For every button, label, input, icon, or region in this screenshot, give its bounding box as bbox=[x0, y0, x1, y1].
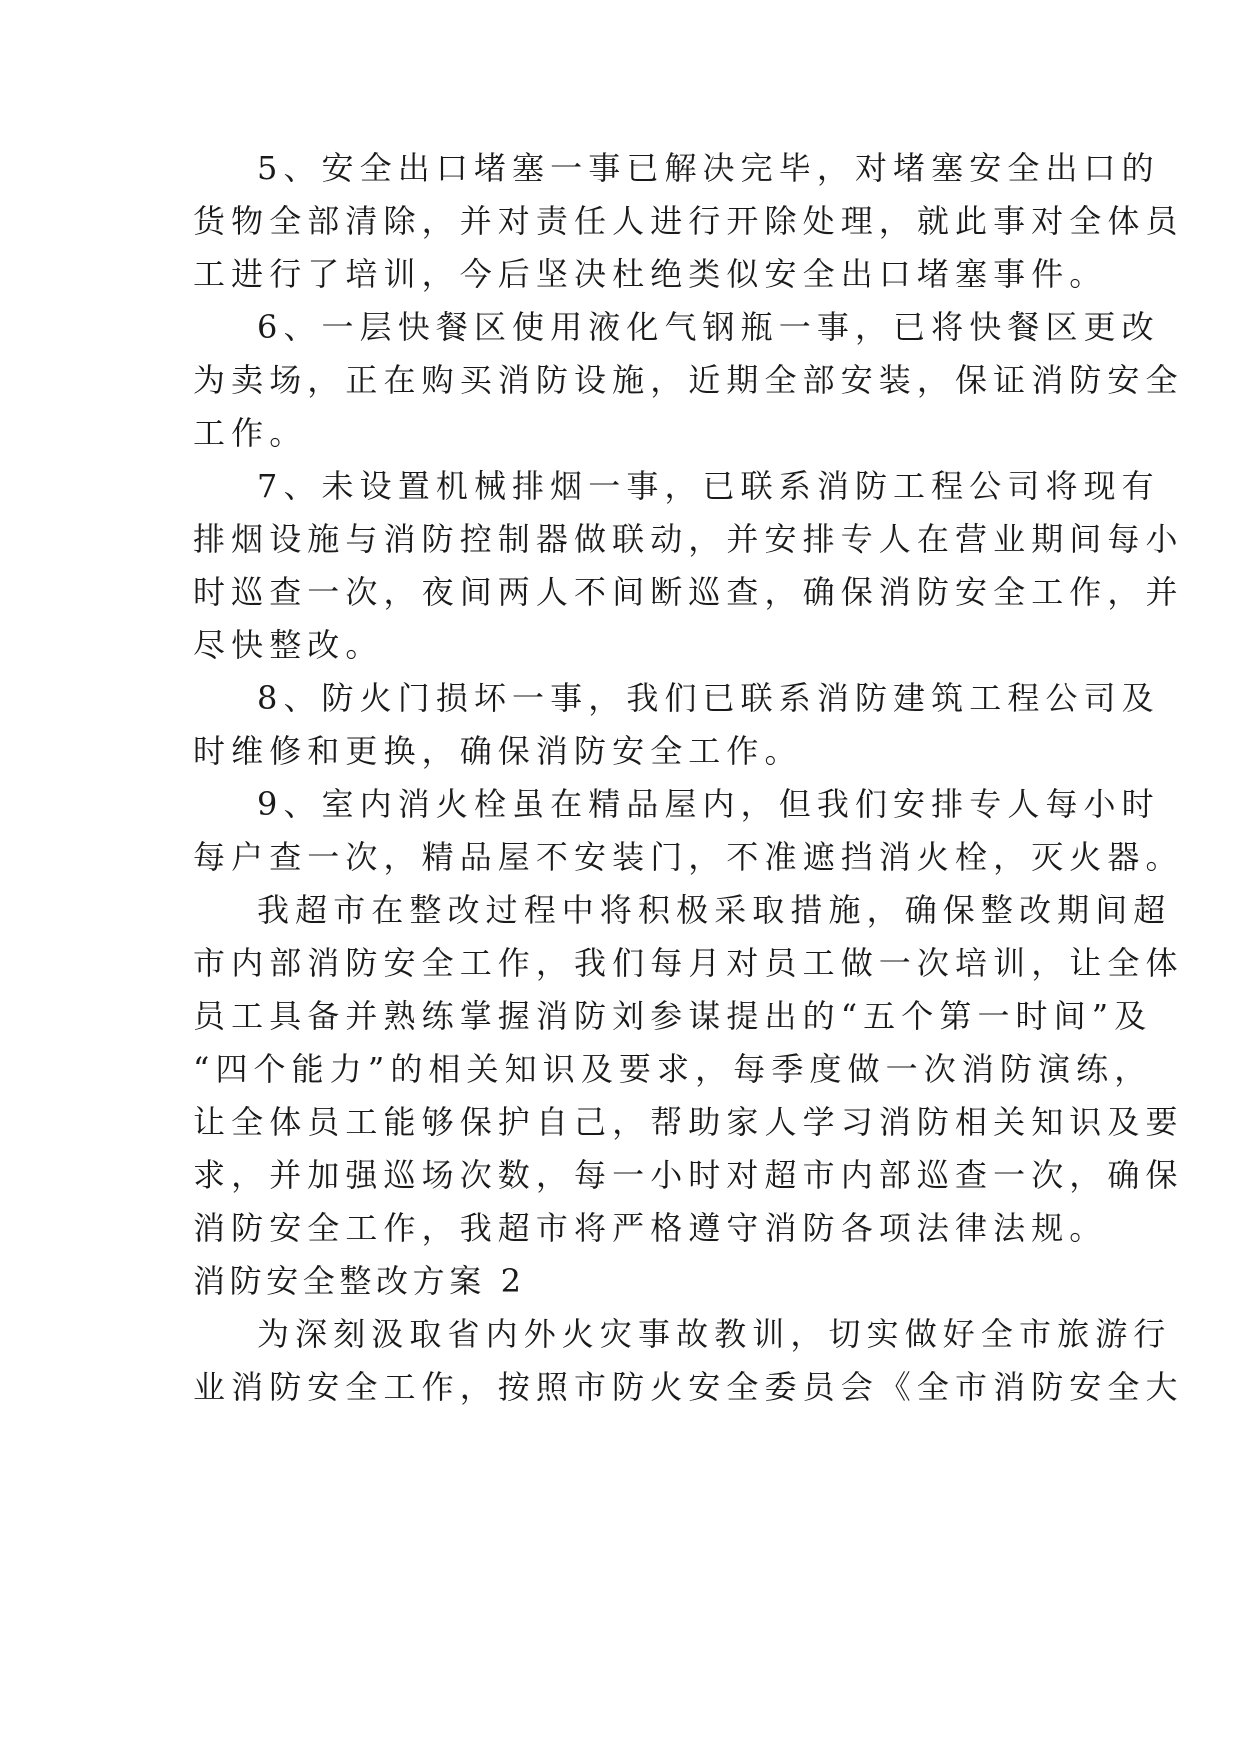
paragraph-5-line-1: 5、安全出口堵塞一事已解决完毕，对堵塞安全出口的 bbox=[257, 149, 1160, 187]
summary-paragraph-line-7: 消防安全工作，我超市将严格遵守消防各项法律法规。 bbox=[193, 1209, 1108, 1247]
paragraph-5-line-2: 货物全部清除，并对责任人进行开除处理，就此事对全体员 bbox=[193, 202, 1184, 240]
paragraph-8-line-1: 8、防火门损坏一事，我们已联系消防建筑工程公司及 bbox=[257, 679, 1160, 717]
paragraph-9-line-2: 每户查一次，精品屋不安装门，不准遮挡消火栓，灭火器。 bbox=[193, 838, 1184, 876]
summary-paragraph-line-2: 市内部消防安全工作，我们每月对员工做一次培训，让全体 bbox=[193, 944, 1184, 982]
summary-paragraph-line-6: 求，并加强巡场次数，每一小时对超市内部巡查一次，确保 bbox=[193, 1156, 1184, 1194]
paragraph-6-line-2: 为卖场，正在购买消防设施，近期全部安装，保证消防安全 bbox=[193, 361, 1184, 399]
section-heading: 消防安全整改方案 2 bbox=[193, 1262, 526, 1300]
intro-paragraph-line-1: 为深刻汲取省内外火灾事故教训，切实做好全市旅游行 bbox=[257, 1315, 1172, 1353]
paragraph-7-line-2: 排烟设施与消防控制器做联动，并安排专人在营业期间每小 bbox=[193, 520, 1184, 558]
paragraph-6-line-1: 6、一层快餐区使用液化气钢瓶一事，已将快餐区更改 bbox=[257, 308, 1160, 346]
paragraph-9-line-1: 9、室内消火栓虽在精品屋内，但我们安排专人每小时 bbox=[257, 785, 1160, 823]
paragraph-7-line-3: 时巡查一次，夜间两人不间断巡查，确保消防安全工作，并 bbox=[193, 573, 1184, 611]
summary-paragraph-line-4: “四个能力”的相关知识及要求，每季度做一次消防演练， bbox=[193, 1050, 1153, 1088]
paragraph-7-line-4: 尽快整改。 bbox=[193, 626, 384, 664]
paragraph-5-line-3: 工进行了培训，今后坚决杜绝类似安全出口堵塞事件。 bbox=[193, 255, 1108, 293]
paragraph-7-line-1: 7、未设置机械排烟一事，已联系消防工程公司将现有 bbox=[257, 467, 1160, 505]
summary-paragraph-line-3: 员工具备并熟练掌握消防刘参谋提出的“五个第一时间”及 bbox=[193, 997, 1153, 1035]
intro-paragraph-line-2: 业消防安全工作，按照市防火安全委员会《全市消防安全大 bbox=[193, 1368, 1184, 1406]
summary-paragraph-line-1: 我超市在整改过程中将积极采取措施，确保整改期间超 bbox=[257, 891, 1172, 929]
paragraph-8-line-2: 时维修和更换，确保消防安全工作。 bbox=[193, 732, 803, 770]
summary-paragraph-line-5: 让全体员工能够保护自己，帮助家人学习消防相关知识及要 bbox=[193, 1103, 1184, 1141]
paragraph-6-line-3: 工作。 bbox=[193, 414, 308, 452]
